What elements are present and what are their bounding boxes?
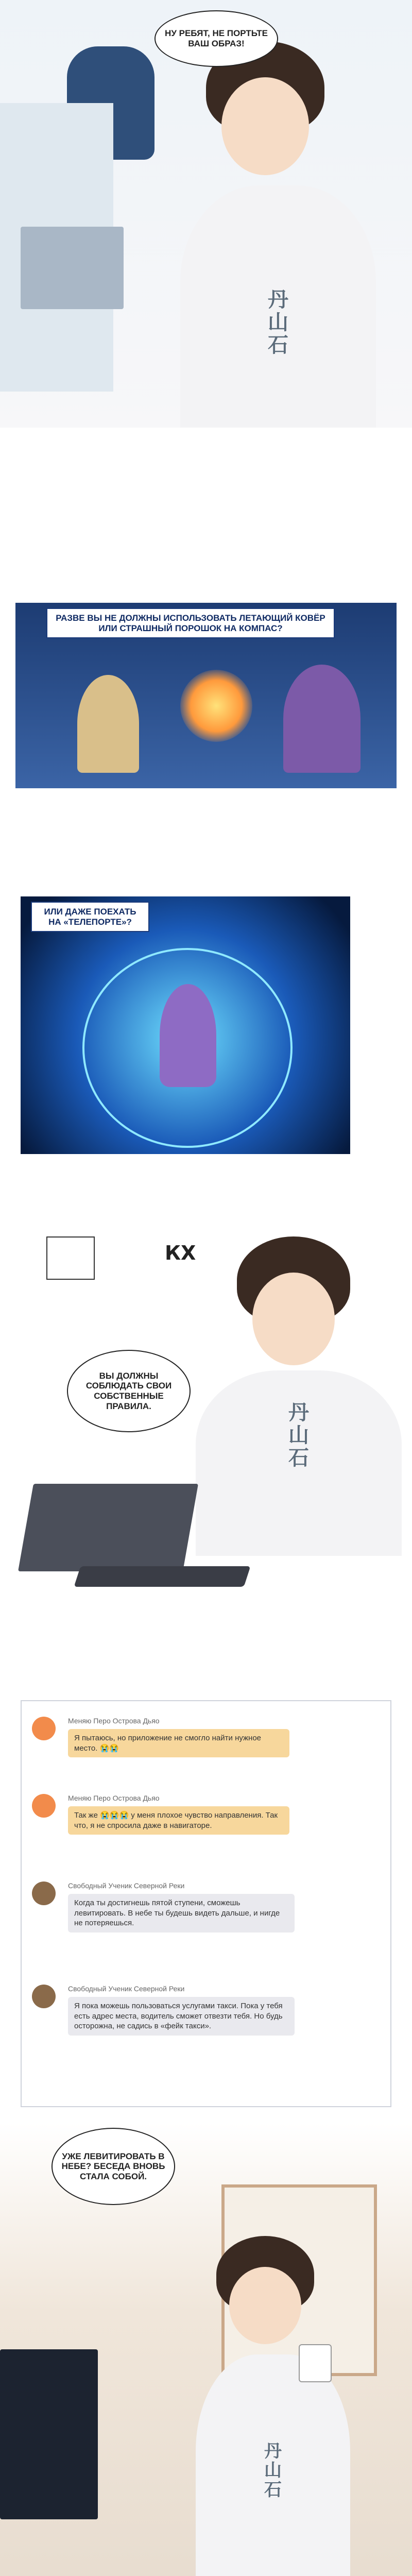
user-avatar	[32, 1717, 56, 1740]
message-text: Я пока можешь пользоваться услугами такси. Пока у тебя есть адрес места, водитель сможет отвезти тебя. Но будь осторожна, не садись в «фейк такси».	[68, 1997, 295, 2036]
mug	[299, 2344, 332, 2382]
chat-screen	[21, 1700, 391, 2107]
laptop-screen	[0, 2349, 98, 2519]
message-author: Меняю Перо Острова Дьяо	[68, 1717, 160, 1725]
user-avatar	[32, 1794, 56, 1818]
speech-bubble: УЖЕ ЛЕВИТИРОВАТЬ В НЕБЕ? БЕСЕДА ВНОВЬ СТАЛА СОБОЙ.	[52, 2128, 175, 2205]
shirt-print: 丹 山 石	[288, 1400, 309, 1470]
laptop-screen	[21, 227, 124, 309]
user-avatar	[32, 1882, 56, 1905]
chat-message	[22, 1876, 390, 1938]
panel-4	[0, 1226, 412, 1638]
panel-1	[0, 0, 412, 428]
sage-figure	[283, 665, 360, 773]
chat-message	[22, 1789, 390, 1851]
chat-message	[22, 1979, 390, 2041]
message-text: Так же 😭😭😭 у меня плохое чувство направления. Так что, я не спросила даже в навигаторе.	[68, 1806, 289, 1835]
fire-glow	[180, 670, 252, 742]
laptop-base	[74, 1566, 251, 1587]
character-face	[221, 77, 309, 175]
speech-bubble: НУ РЕБЯТ, НЕ ПОРТЬТЕ ВАШ ОБРАЗ!	[154, 10, 278, 67]
narration-box: РАЗВЕ ВЫ НЕ ДОЛЖНЫ ИСПОЛЬЗОВАТЬ ЛЕТАЮЩИЙ КОВЁР ИЛИ СТРАШНЫЙ ПОРОШОК НА КОМПАС?	[46, 608, 335, 638]
panel-2	[15, 603, 397, 788]
message-text: Когда ты достигнешь пятой ступени, сможешь левитировать. В небе ты будешь видеть дальше, и нигде не потеряешься.	[68, 1894, 295, 1933]
elder-figure	[77, 675, 139, 773]
message-author: Свободный Ученик Северной Реки	[68, 1985, 185, 1993]
character-face	[252, 1273, 335, 1365]
user-avatar	[32, 1985, 56, 2008]
blank-frame	[46, 1236, 95, 1280]
panel-3	[21, 896, 350, 1154]
shirt-print: 丹 山 石	[264, 2441, 282, 2500]
panel-5	[0, 2123, 412, 2576]
sage-figure	[160, 984, 216, 1087]
sfx-text: КХ	[165, 1242, 196, 1264]
laptop-screen	[18, 1484, 198, 1571]
narration-box: ИЛИ ДАЖЕ ПОЕХАТЬ НА «ТЕЛЕПОРТЕ»?	[31, 902, 149, 932]
character-face	[229, 2267, 301, 2344]
message-author: Свободный Ученик Северной Реки	[68, 1882, 185, 1890]
speech-bubble: ВЫ ДОЛЖНЫ СОБЛЮДАТЬ СВОИ СОБСТВЕННЫЕ ПРАВИЛА.	[67, 1350, 191, 1432]
shirt-print: 丹 山 石	[268, 287, 288, 357]
chat-message	[22, 1711, 390, 1773]
message-text: Я пытаюсь, но приложение не смогло найти нужное место. 😭😭	[68, 1729, 289, 1757]
message-author: Меняю Перо Острова Дьяо	[68, 1794, 160, 1802]
